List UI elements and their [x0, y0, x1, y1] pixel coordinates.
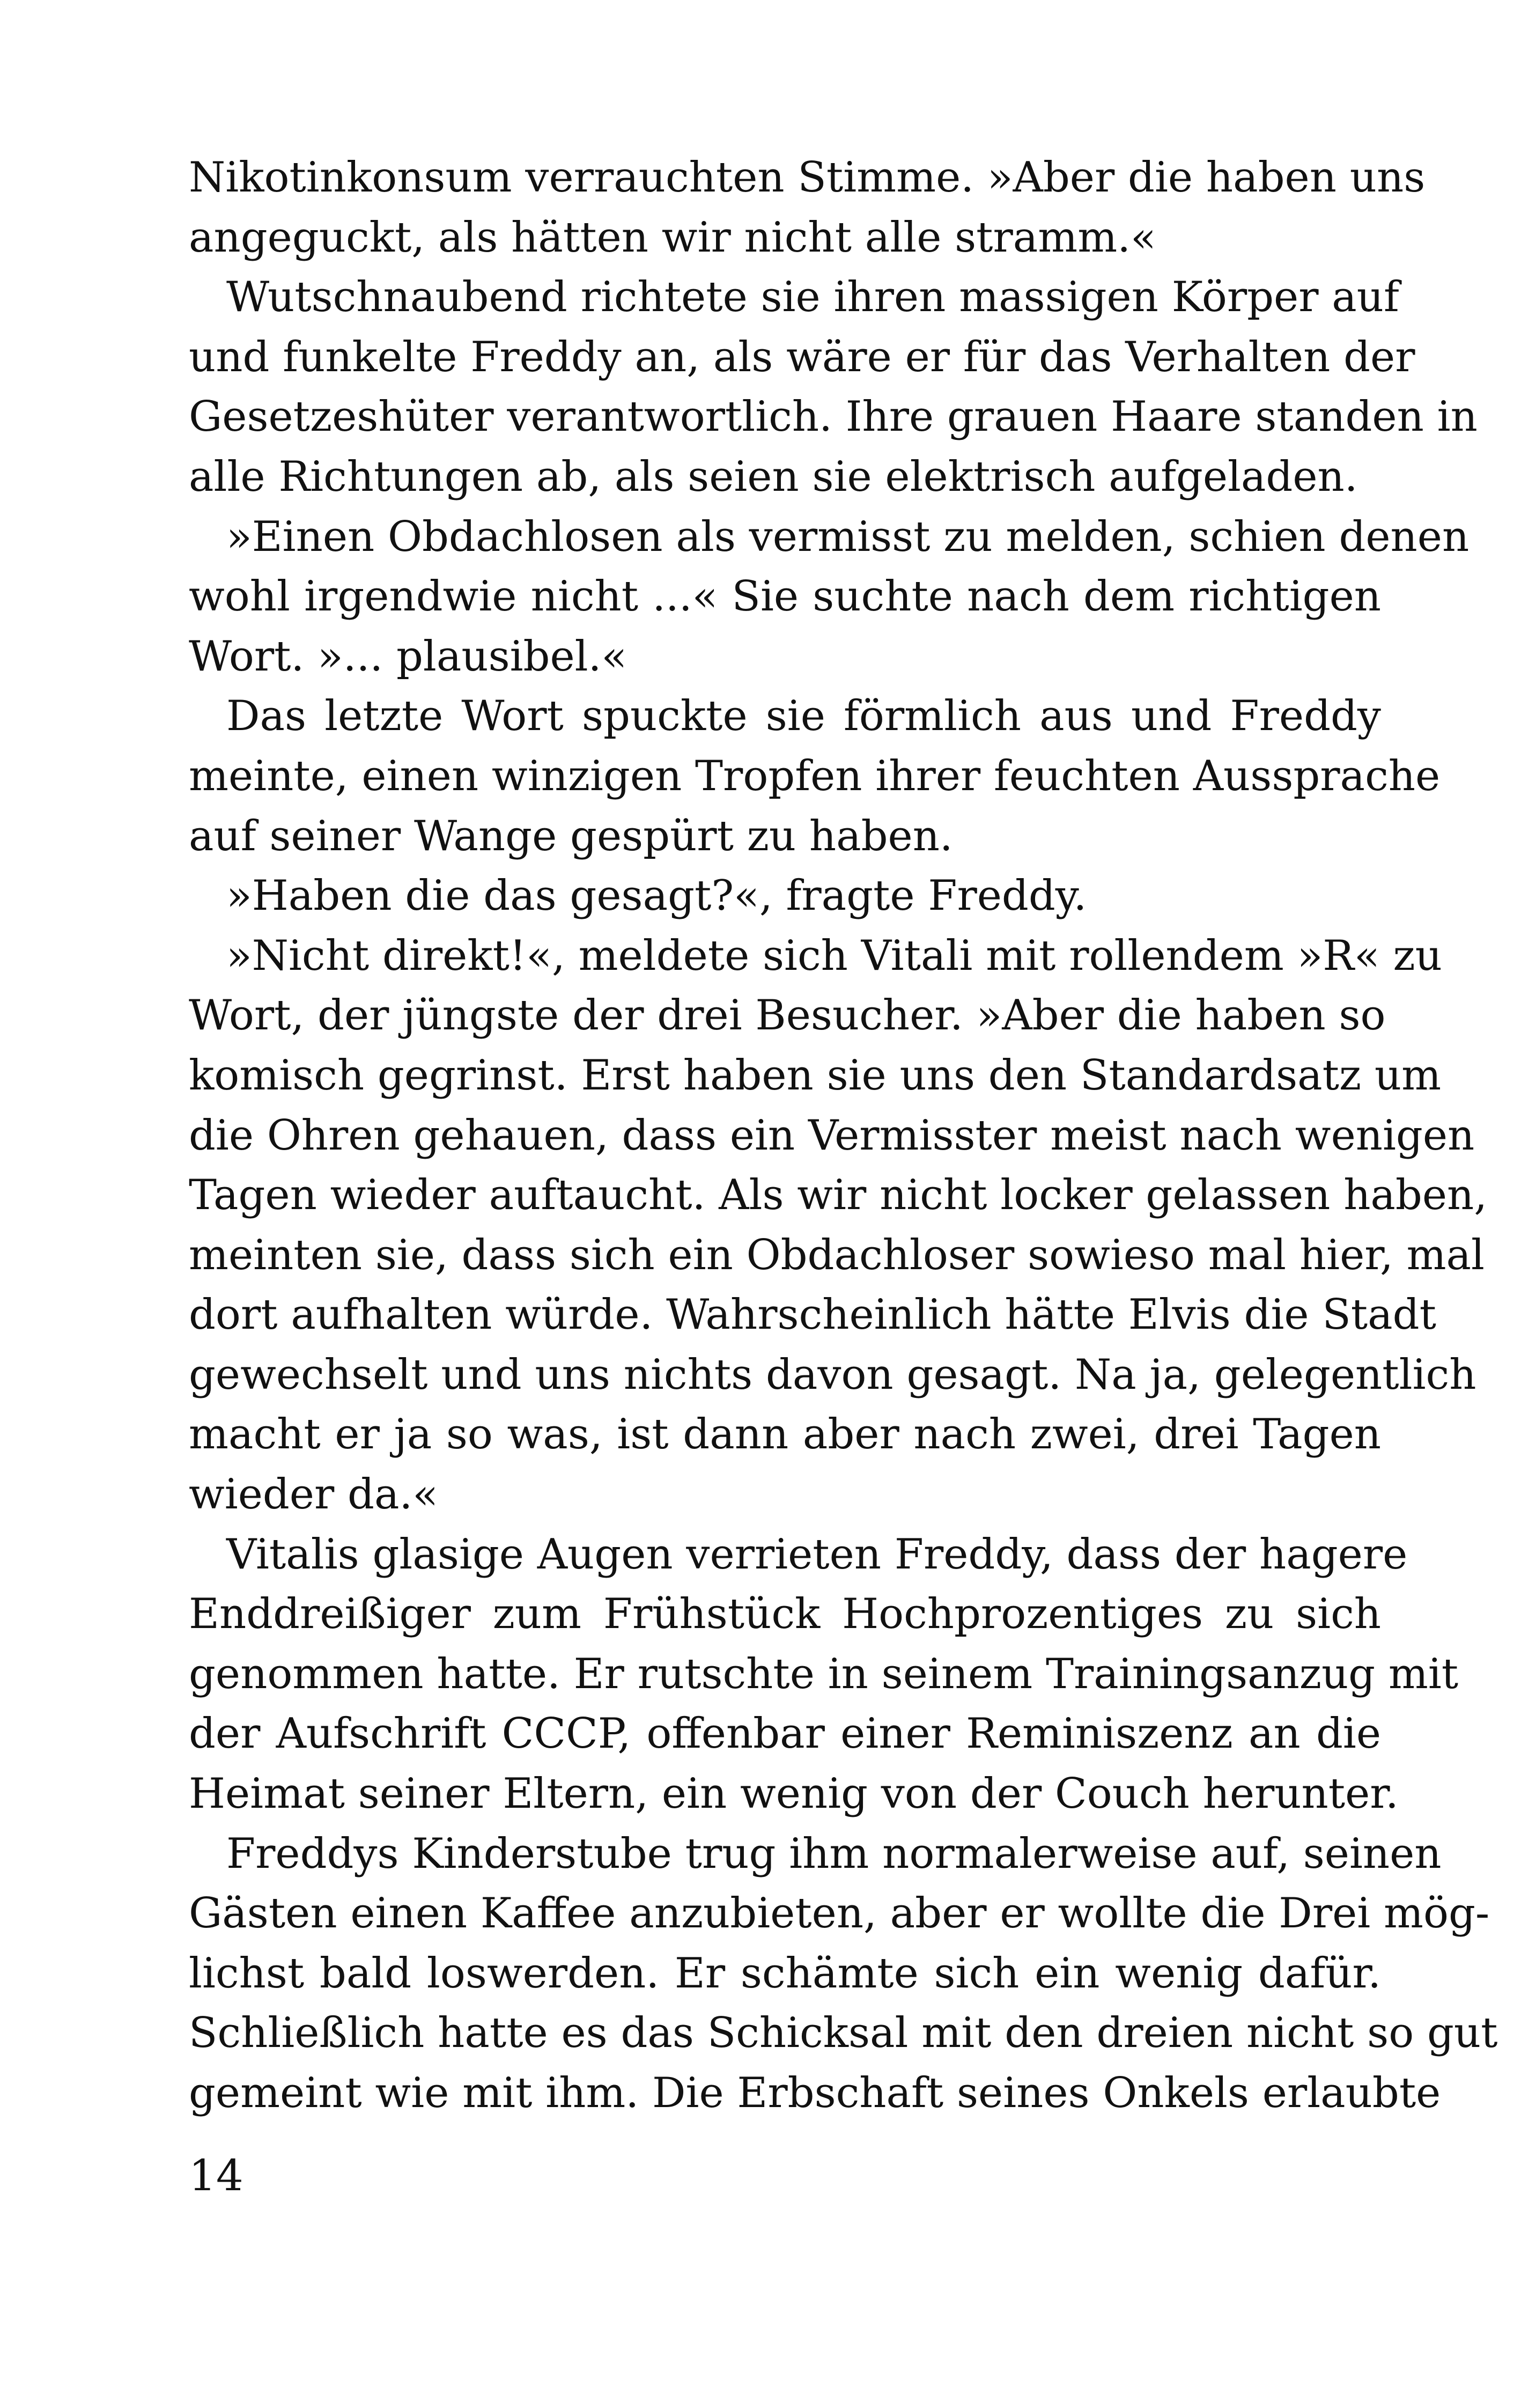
page-number: 14 [189, 2151, 243, 2200]
text-line: Schließlich hatte es das Schicksal mit den dreien nicht so gut [189, 2009, 1498, 2058]
text-line: wohl irgendwie nicht ...« Sie suchte nach dem richtigen [189, 572, 1381, 621]
text-line: Das letzte Wort spuckte sie förmlich aus und Freddy [226, 692, 1381, 741]
text-line: Wutschnaubend richtete sie ihren massigen Körper auf [226, 273, 1399, 322]
text-line: lichst bald loswerden. Er schämte sich ein wenig dafür. [189, 1949, 1381, 1998]
text-line: meinte, einen winzigen Tropfen ihrer feuchten Aussprache [189, 752, 1441, 800]
text-line: und funkelte Freddy an, als wäre er für das Verhalten der [189, 333, 1415, 381]
text-line: gewechselt und uns nichts davon gesagt. Na ja, gelegentlich [189, 1350, 1476, 1399]
text-line: genommen hatte. Er rutschte in seinem Trainingsanzug mit [189, 1649, 1459, 1698]
text-line: alle Richtungen ab, als seien sie elektrisch aufgeladen. [189, 452, 1358, 501]
text-line: Enddreißiger zum Frühstück Hochprozentiges zu sich [189, 1590, 1381, 1639]
text-line: »Einen Obdachlosen als vermisst zu melden, schien denen [226, 512, 1470, 561]
text-line: Nikotinkonsum verrauchten Stimme. »Aber die haben uns [189, 153, 1426, 202]
text-line: Heimat seiner Eltern, ein wenig von der Couch herunter. [189, 1770, 1399, 1818]
text-line: die Ohren gehauen, dass ein Vermisster meist nach wenigen [189, 1111, 1475, 1160]
text-line: Gästen einen Kaffee anzubieten, aber er wollte die Drei mög- [189, 1889, 1490, 1938]
body-text [189, 148, 1498, 2124]
text-line: angeguckt, als hätten wir nicht alle stramm.« [189, 213, 1156, 262]
text-line: Wort. »... plausibel.« [189, 632, 627, 681]
text-line: »Nicht direkt!«, meldete sich Vitali mit rollendem »R« zu [226, 931, 1442, 980]
text-line: dort aufhalten würde. Wahrscheinlich hätte Elvis die Stadt [189, 1291, 1436, 1339]
text-line: wieder da.« [189, 1470, 438, 1519]
text-line: meinten sie, dass sich ein Obdachloser sowieso mal hier, mal [189, 1231, 1485, 1279]
text-line: »Haben die das gesagt?«, fragte Freddy. [226, 872, 1087, 921]
text-line: komisch gegrinst. Erst haben sie uns den Standardsatz um [189, 1051, 1442, 1100]
text-line: der Aufschrift CCCP, offenbar einer Reminiszenz an die [189, 1710, 1381, 1758]
text-line: macht er ja so was, ist dann aber nach zwei, drei Tagen [189, 1410, 1381, 1459]
text-line: Gesetzeshüter verantwortlich. Ihre grauen Haare standen in [189, 393, 1478, 441]
text-line: gemeint wie mit ihm. Die Erbschaft seines Onkels erlaubte [189, 2069, 1441, 2117]
text-line: Wort, der jüngste der drei Besucher. »Aber die haben so [189, 991, 1386, 1040]
text-line: Vitalis glasige Augen verrieten Freddy, dass der hagere [226, 1530, 1408, 1579]
text-line: Freddys Kinderstube trug ihm normalerweise auf, seinen [226, 1829, 1442, 1878]
text-line: auf seiner Wange gespürt zu haben. [189, 812, 953, 860]
text-line: Tagen wieder auftaucht. Als wir nicht locker gelassen haben, [189, 1171, 1488, 1220]
